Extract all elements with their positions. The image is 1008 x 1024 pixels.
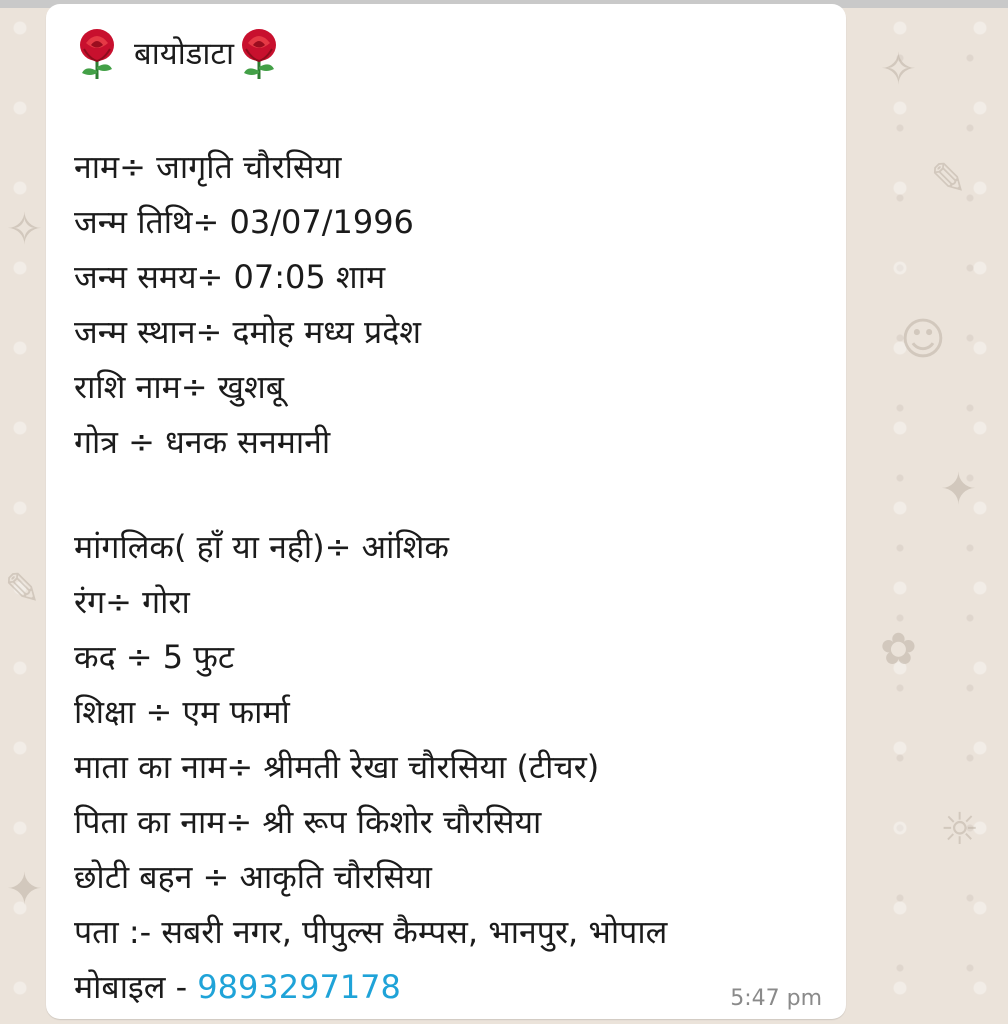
detail-mobile [74, 960, 667, 1015]
wallpaper-doodle-icon: ✧ [880, 44, 917, 95]
wallpaper-doodle-icon: ✿ [880, 624, 917, 675]
detail-height: कद ÷ 5 फुट [74, 638, 235, 676]
detail-birth-place: जन्म स्थान÷ दमोह मध्य प्रदेश [74, 313, 421, 351]
detail-complexion: रंग÷ गोरा [74, 583, 190, 621]
message-title: बायोडाटा [134, 35, 235, 72]
rose-icon [238, 27, 282, 81]
detail-education: शिक्षा ÷ एम फार्मा [74, 693, 290, 731]
message-title-row [76, 26, 282, 82]
wallpaper-doodle-icon: ☼ [940, 804, 980, 855]
detail-gotra: गोत्र ÷ धनक सनमानी [74, 423, 331, 461]
message-bubble[interactable] [46, 4, 846, 1019]
mobile-label: मोबाइल - [74, 968, 198, 1006]
detail-younger-sister: छोटी बहन ÷ आकृति चौरसिया [74, 858, 432, 896]
message-timestamp: 5:47 pm [730, 986, 822, 1011]
detail-address: पता :- सबरी नगर, पीपुल्स कैम्पस, भानपुर, भोपाल [74, 913, 668, 951]
wallpaper-doodle-icon: ☺ [900, 314, 946, 365]
detail-name: नाम÷ जागृति चौरसिया [74, 148, 342, 186]
detail-birth-time: जन्म समय÷ 07:05 शाम [74, 258, 386, 296]
paragraph-gap [74, 470, 667, 520]
wallpaper-doodle-icon: ✎ [930, 154, 967, 205]
detail-manglik: मांगलिक( हाँ या नही)÷ आंशिक [74, 528, 449, 566]
detail-mother-name: माता का नाम÷ श्रीमती रेखा चौरसिया (टीचर) [74, 748, 600, 786]
detail-rashi-name: राशि नाम÷ खुशबू [74, 368, 284, 406]
wallpaper-doodle-icon: ✧ [6, 204, 43, 255]
wallpaper-doodle-icon: ✦ [6, 864, 43, 915]
rose-icon [76, 27, 120, 81]
wallpaper-doodle-icon: ✎ [4, 564, 41, 615]
detail-birth-date: जन्म तिथि÷ 03/07/1996 [74, 203, 414, 241]
message-body [74, 140, 667, 1015]
mobile-number-link[interactable]: 9893297178 [197, 968, 401, 1006]
wallpaper-doodle-icon: ✦ [940, 464, 977, 515]
detail-father-name: पिता का नाम÷ श्री रूप किशोर चौरसिया [74, 803, 542, 841]
